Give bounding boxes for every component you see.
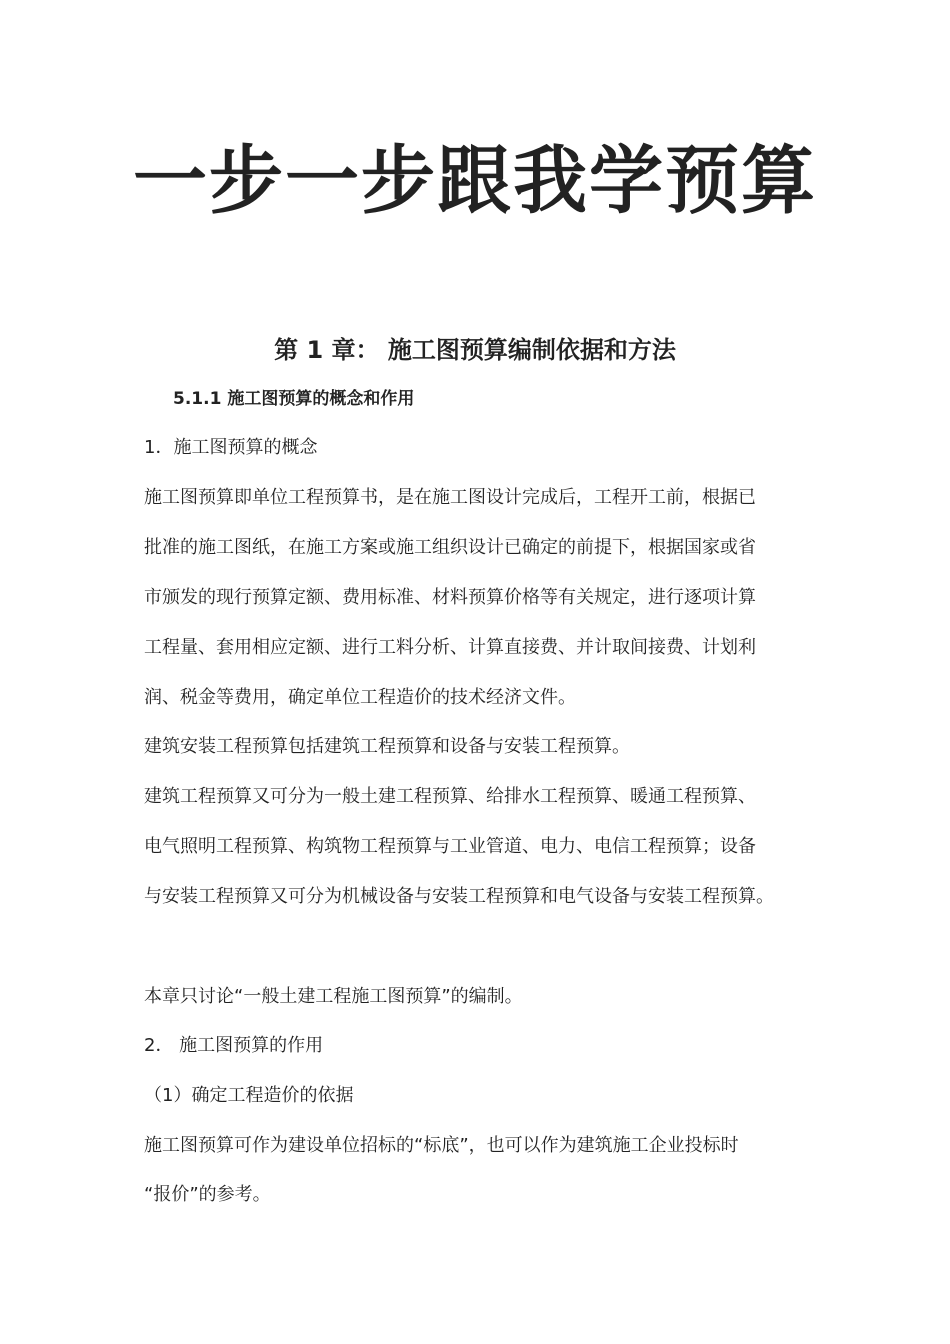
paragraph-line: 施工图预算即单位工程预算书，是在施工图设计完成后，工程开工前，根据已: [144, 487, 756, 508]
paragraph-line: “报价”的参考。: [144, 1184, 271, 1205]
paragraph-line: 本章只讨论“一般土建工程施工图预算”的编制。: [144, 986, 523, 1007]
subsection-heading-purpose: 2． 施工图预算的作用: [144, 1035, 324, 1056]
list-item-heading: （1）确定工程造价的依据: [144, 1085, 354, 1106]
paragraph-line: 工程量、套用相应定额、进行工料分析、计算直接费、并计取间接费、计划利: [144, 637, 756, 658]
chapter-heading: 第 1 章： 施工图预算编制依据和方法: [274, 336, 676, 364]
paragraph-line: 批准的施工图纸，在施工方案或施工组织设计已确定的前提下，根据国家或省: [144, 537, 756, 558]
paragraph-line: 市颁发的现行预算定额、费用标准、材料预算价格等有关规定，进行逐项计算: [144, 587, 756, 608]
paragraph-line: 与安装工程预算又可分为机械设备与安装工程预算和电气设备与安装工程预算。: [144, 886, 774, 907]
subsection-heading-concept: 1．施工图预算的概念: [144, 437, 318, 458]
paragraph-line: 建筑安装工程预算包括建筑工程预算和设备与安装工程预算。: [144, 736, 630, 757]
paragraph-line: 施工图预算可作为建设单位招标的“标底”，也可以作为建筑施工企业投标时: [144, 1135, 739, 1156]
paragraph-line: 电气照明工程预算、构筑物工程预算与工业管道、电力、电信工程预算；设备: [144, 836, 756, 857]
section-heading: 5.1.1 施工图预算的概念和作用: [173, 389, 415, 409]
paragraph-line: 建筑工程预算又可分为一般土建工程预算、给排水工程预算、暖通工程预算、: [144, 786, 756, 807]
document-title: 一步一步跟我学预算: [133, 138, 817, 224]
paragraph-line: 润、税金等费用，确定单位工程造价的技术经济文件。: [144, 687, 576, 708]
